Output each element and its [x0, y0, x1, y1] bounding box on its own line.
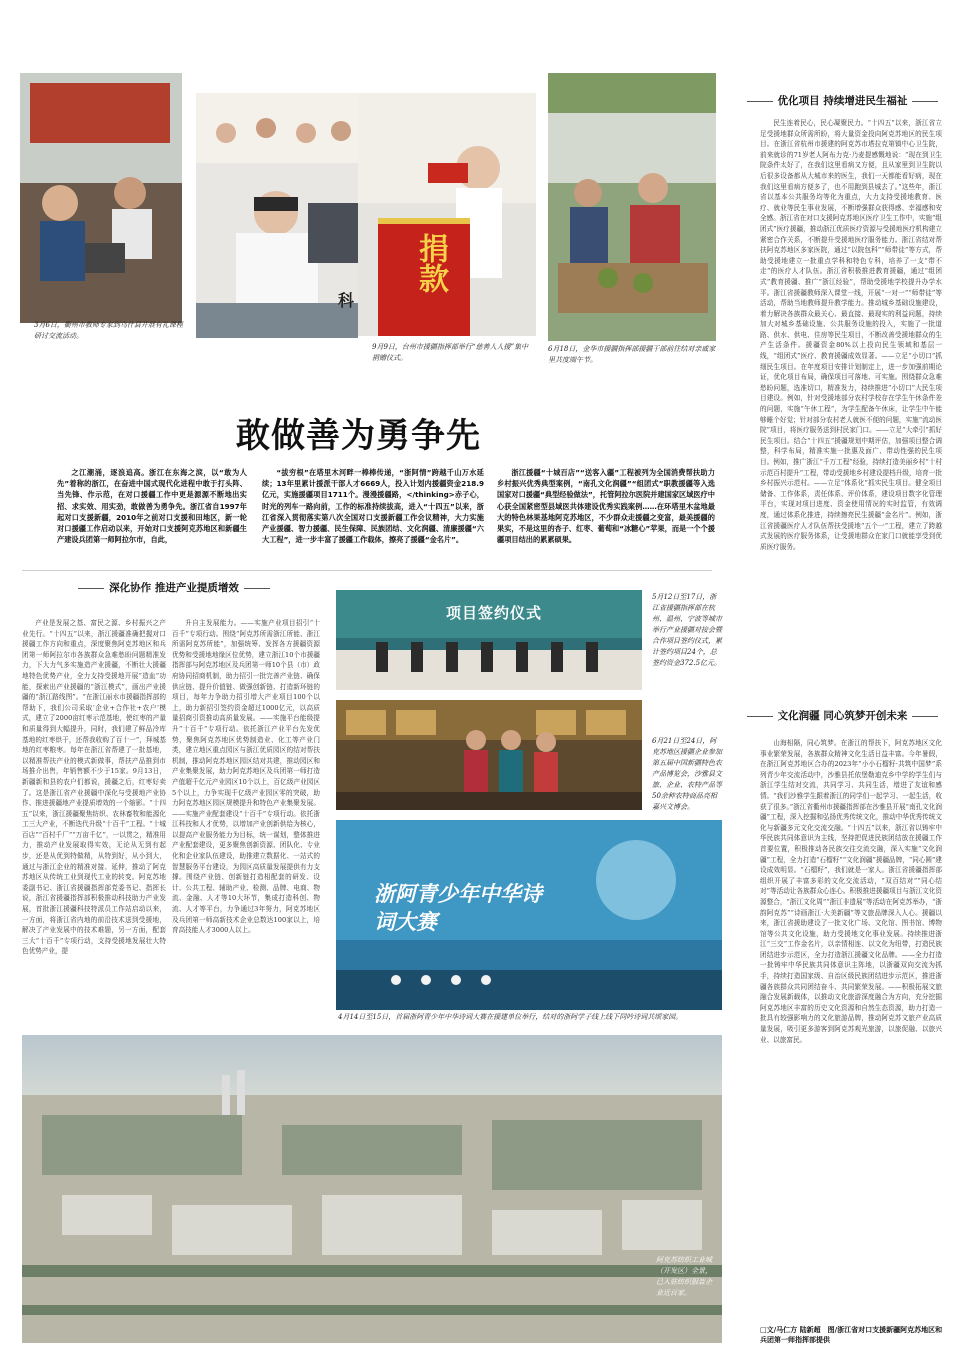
lead-text-1: 之江潮涌，逐浪追高。浙江在东海之滨，以“敢为人先”着称的浙江，在奋进中国式现代化进程中敢于打头阵、当先锋、作示范，在对口援疆工作中更是源源不断地出实招、求实效、用实劲，敢做善为勇争先。浙江省自1997年起对口支援新疆，2010年之前对口支援和田地区，新一轮对口援疆工作启动以来，开始对口支援阿克苏地区和新疆生产建设兵团第一师阿拉尔市，自此，	[57, 468, 247, 545]
photo-caption-expo: 6月21日至24日，阿克苏地区援疆企业参加第五届中国新疆特色农产品博览会，沙雅县文旅、企业、农特产品等50余种农特商品亮相嘉兴文博会。	[652, 737, 722, 811]
photo-caption-eye-exam: 3月6日，衢州市教师专家到乌什县开展有礼课程研讨交流活动。	[34, 321, 183, 340]
lead-column-3	[497, 467, 715, 562]
photo-poetry-contest	[336, 820, 722, 1010]
signing-banner-text: 项目签约仪式	[446, 604, 543, 622]
photo-agri-expo	[336, 700, 642, 810]
photo-optometry	[196, 93, 358, 338]
section-heading-industry: 深化协作 推进产业提质增效	[24, 580, 324, 595]
photo-signing-ceremony	[336, 590, 642, 690]
photo-industrial-park-aerial	[22, 1035, 722, 1343]
lead-text-2: “拔穷根”在塔里木河畔一棒棒传递，“浙阿情”跨越千山万水延续；13年里累计援派干部人才6669人，投入计划内援疆资金218.9亿元，实施援疆项目1711个。漫漫援疆路，</thinking>赤子心，时光的列车一路向前，工作的标准持续拔高，进入“十四五”以来，浙江省深入贯彻落实第八次全国对口支援新疆工作会议精神，大力实施产业援疆、智力援疆、民生保障、民族团结、文化润疆、清廉援疆“六大工程”，进一步丰富了援疆工作载体，擦亮了援疆“金名片”。	[262, 468, 484, 545]
photo-donation	[338, 93, 536, 336]
divider-line	[22, 570, 712, 571]
donation-box-label: 捐款	[413, 233, 448, 293]
photo-dragon-boat	[548, 73, 716, 341]
photo-caption-dragon-boat: 6月18日，金华市援疆指挥部援疆干部前往结对亲戚家里共度端午节。	[548, 345, 716, 364]
page-headline: 敢做善为勇争先	[236, 416, 481, 456]
left-body-text-b: 升自主发展能力。——实施产业项目招引“十百千”专项行动。围绕“阿克苏所需浙江所能、浙江所需阿克苏所能”，加强统筹、发挥各方援疆资源优势和受援地地缘区位优势，建立浙江10个市援疆指挥部与阿克苏地区及兵团第一师10个县（市）政府协同招商机制，助力招引一批完善产业链、确保供应链、提升价值链、做强创新链、打造新环链的项目，每年力争助力招引增大产业项目100个以上，助力新招引签约资金超过1000亿元，以高质量招商引资推动高质量发展。——实施平台能级提升“十百千”专项行动。依托浙江产业平台先发优势，聚焦阿克苏地区优势制造业、化工等产业门类，建立地区重点园区与浙江优质园区的结对帮扶机制，推动阿克苏地区园区结对共建，推动园区和产业集聚发展，助力阿克苏地区及兵团第一师打造产值超千亿元产业园区10个以上，百亿级产业园区5个以上，力争实现千亿级产业园区零的突破，助力阿克苏地区园区规模提升和特色产业集聚发展。——实施产业配套建设“十百千”专项行动。依托浙江科技和人才优势，以增加产业创新供给为核心，以提高产业服务能力为目标，统一谋划，整体推进产业配套建设，更多聚焦创新资源、团队化、专业化和企业家队伍建设，助推建立数据化、一站式的智慧服务平台建设，为园区高质量发展提供有力支撑。围绕产业链、创新链打造相配套的研发、设计、公共工程、辅助产业、检测、品牌、电商、物流、金融、人才等10大环节，集成打造科创、物流、人才等平台，力争通过3年努力，阿克苏地区及兵团第一师高新技术企业总数达100家以上，培育高技能人才3000人以上。	[172, 619, 320, 935]
lead-column-1	[57, 467, 247, 562]
poetry-contest-title: 浙阿青少年中华诗词大赛	[374, 882, 542, 934]
left-body-text-a: 产业是发展之基、富民之源、乡村振兴之产业先行。“十四五”以来，浙江援疆准确把握对口援疆工作方向和重点，深度聚焦阿克苏地区和兵团第一师阿拉尔市各族群众急难愁盼问题精准发力，下大力气多实施造产业援疆，不断壮大援疆地特色优势产业，全力支持受援地开展“造血”功能，探索出产业援疆的“浙江模式”，画出产业援疆的“浙江路线图”。“在浙江丽水市援疆指挥部的帮助下，我们公司采取‘企业+合作社+农户’模式，建立了2000亩红枣示范基地，使红枣的产量和质量得到大幅提升，同时，我们建了鲜品冷库基地的红枣烘干，还帮我收购了百十一”，拜城基地的红枣粮枣。每年在浙江省帮建了一批基地，以精准帮扶产业的模式新做事，帮扶产品推到市场推介出售，年销售额不少于15家。9月13日，新疆新和县的农户们都说，援疆之后，红枣好卖了。这是浙江省产业援疆中深化与受援地产业协作、推进援疆地产业提质增效的一个缩影。“十四五”以来，浙江援疆聚焦纺织、农林畜牧和能源化工三大产业，不断迭代升级“十百千”工程。“十城百店”“百村千厂”“万亩千亿”，一以贯之，精准用力，推动产业发展取得实效，无论从无到有起步，还是从优到特做精，从特到好，从小到大，通过与浙江企业的精准对接、延伸，推动了阿克苏地区从传统工业到现代工业的转变。阿克苏地委副书记、浙江省援疆指挥部党委书记、指挥长说，浙江省援疆指挥部积极推动科技助力产业发展，首批浙江援疆科技特派员工作站启动以来，一方面，将浙江省内地的前沿技术送到受援地，解决了产业发展中的技术难题，另一方面，配套三大“十百千”专项行动，支持受援地发展壮大特色优势产业，提	[22, 619, 166, 956]
lead-text-3: 浙江援疆“十城百店”“送客入疆”工程被列为全国消费帮扶助力乡村振兴优秀典型案例，“南孔文化润疆”“组团式”职教援疆等入选国家对口援疆“典型经验做法”，托管阿拉尔医院并建国家区域医疗中心获全国紧密型县域医共体建设优秀实践案例……在环塔里木盆地最大的特色林果基地阿克苏地区，不少群众走援疆之变富，最美援疆的果实，不是这里的杏子、红枣、葡萄和“冰糖心”苹果，而是一个个援疆项目结出的累累硕果。	[497, 468, 715, 545]
photo-caption-donation: 9月9日，台州市援疆指挥部举行“慈善人人援”集中捐赠仪式。	[372, 343, 529, 362]
right-body-text-1: 民生连着民心，民心凝聚民力。“十四五”以来，浙江省立足受援地群众所需所盼，将大量资金投向阿克苏地区的民生项目。在浙江省杭州市援建的阿克苏市塔拉克第镇中心卫生院，前来就诊的71岁老人阿布力克·乃麦提感慨地说：“现在到卫生院条件太好了，在我们这里看病又方便，且从家里到卫生院以后很多设备都从大城市来的医生，我们一天都能看好病，现在我们这里看病方便多了，也不用跑到县城去了。”这些年，浙江省以基本公共服务均等化为重点，大力支持受援地教育、医疗、就业等民生事业发展，不断增强群众获得感、幸福感和安全感。浙江省在对口支援阿克苏地区医疗卫生工作中，实施“组团式”医疗援疆，推动浙江优质医疗资源与受援地医疗机构建立紧密合作关系，不断提升受援地医疗服务能力。浙江省结对帮扶阿克苏地区多家医院，通过“以院包科”“师带徒”等方式，帮助受援地建立一批重点学科和特色专科，培养了一支“带不走”的医疗人才队伍。浙江省积极推进教育援疆，通过“组团式”教育援疆、推广“浙江经验”，帮助受援地学校提升办学水平。浙江省援疆教师深入课堂一线，开展“一对一”“师带徒”等活动，帮助当地教师提升教学能力。推动城乡基础设施建设，着力解决各族群众最关心、最直接、最现实的利益问题，持续加大对城乡基础设施、公共服务设施的投入，实施了一批道路、供水、供电、住房等民生项目，不断改善受援地群众的生产生活条件。援疆资金80%以上投向民生领域和基层一线，“组团式”医疗、教育援疆成效显著。——立足“小切口”抓细民生项目。在年度项目安排计划制定上，进一步加强前期论证，优化项目布局，确保项目可落地、可实施。围绕群众急难愁盼问题，选准切口，精准发力，持续推进“小切口”大民生项目建设。例如，针对受援地部分农村学校存在学生午休条件差的问题，实施“午休工程”，为学生配备午休床，让学生中午能够睡个好觉；针对部分农村老人就医不便的问题，实施“流动医院”项目，将医疗服务送到村民家门口。——立足“大牵引”抓好民生项目。结合“十四五”援疆规划中期评估，加强项目整合调整，科学布局，精准实施一批惠及面广、带动性强的民生项目。例如，推广浙江“千万工程”经验，持续打造美丽乡村“十村示范百村提升”工程，带动受援地乡村建设提档升级，培育一批乡村振兴示范村。——立足“体系化”抓实民生项目。健全项目储备、工作体系，责任体系、评价体系，建设项目数字化管理平台，实现对项目进度、资金使用情况的实时监管，有效调度，通过体系化推进，持续擦亮民生援疆“金名片”。例如，浙江省援疆医疗人才队伍帮扶受援地“五个一”工程，建立了跨越式发展的医疗服务体系，让受援地群众在家门口就能享受到优质医疗服务。	[760, 119, 942, 551]
right-body-text-2: 山海相隔，同心筑梦。在浙江的帮扶下，阿克苏地区文化事业繁荣发展，各族群众精神文化生活日益丰富。今年暑假，在浙江阿克苏地区合办的2023年“小小石榴籽·共筑中国梦”系列青少年交流活动中，沙雅县托依堡勒迪克乡中学的学生们与浙江学生结对交流，共同学习、共同生活，增进了友谊和感情。“我们沙雅学生跟着浙江的同学们一起学习、一起生活，收获了很多。”浙江省衢州市援疆指挥部在沙雅县开展“南孔文化润疆”工程，深入挖掘和弘扬优秀传统文化，推动中华优秀传统文化与新疆多元文化交流交融。“十四五”以来，浙江省以铸牢中华民族共同体意识为主线，坚持把促进民族团结放在援疆工作首要位置，积极推动各民族交往交流交融，深入实施“文化润疆”工程，全力打造“石榴籽”“文化润疆”援疆品牌，“同心圆”建设成效明显。“石榴籽”，我们就是一家人。浙江省援疆指挥部组织开展了丰富多彩的文化交流活动，“双百结对”“同心结对”等活动让各族群众心连心。积极推进援疆项目与浙江文化资源整合，“浙江文化周”“浙江非遗展”等活动在阿克苏举办，“浙韵阿克苏”“诗画浙江·大美新疆”等文旅品牌深入人心。援疆以来，浙江省援助建设了一批文化广场、文化馆、图书馆、博物馆等公共文化设施，助力受援地文化事业发展。持续推进浙江“三交”工作金名片，以亲情相连、以文化为纽带，打造民族团结进步示范区，全力打造浙江援疆文化品牌。——全力打造一批铸牢中华民族共同体意识主阵地，以浙疆双向交流为抓手，持续打造国家级、自治区级民族团结进步示范区，推进浙疆各族群众共同团结奋斗、共同繁荣发展。——积极拓展文旅融合发展新载体，以推动文化旅游深度融合为方向，充分挖掘阿克苏地区丰富的历史文化资源和自然生态资源，助力打造一批具有较强影响力的文化旅游品牌，推动阿克苏文旅产业高质量发展，吸引更多游客到阿克苏观光旅游，以旅促融、以旅兴业、以旅富民。	[760, 739, 942, 1044]
photo-caption-poetry: 4月14日至15日，首届浙阿青少年中华诗词大赛在援建单位举行，结对的浙阿学子线上线下同吟诗词共颂家园。	[338, 1013, 683, 1021]
photo-eye-exam	[20, 73, 182, 323]
photo-caption-industrial-park: 阿克苏纺织工业城（开发区）全景，已入驻纺织服装企业近百家。	[656, 1256, 712, 1297]
right-body-livelihood	[760, 118, 942, 678]
table-sign-char: 科	[338, 291, 355, 310]
photo-caption-signing: 5月12日至17日，浙江省援疆指挥部在杭州、温州、宁波等城市举行产业援疆对接会暨合作项目签约仪式，累计签约项目24个，总签约资金372.5亿元。	[652, 593, 722, 667]
byline: □文/马仁方 陆新超 图/浙江省对口支援新疆阿克苏地区和兵团第一师指挥部提供	[760, 1326, 943, 1344]
lead-column-2	[262, 467, 484, 562]
section-heading-livelihood: 优化项目 持续增进民生福祉	[740, 93, 945, 108]
section-heading-culture: 文化润疆 同心筑梦开创未来	[740, 708, 945, 723]
right-body-culture	[760, 738, 942, 1313]
